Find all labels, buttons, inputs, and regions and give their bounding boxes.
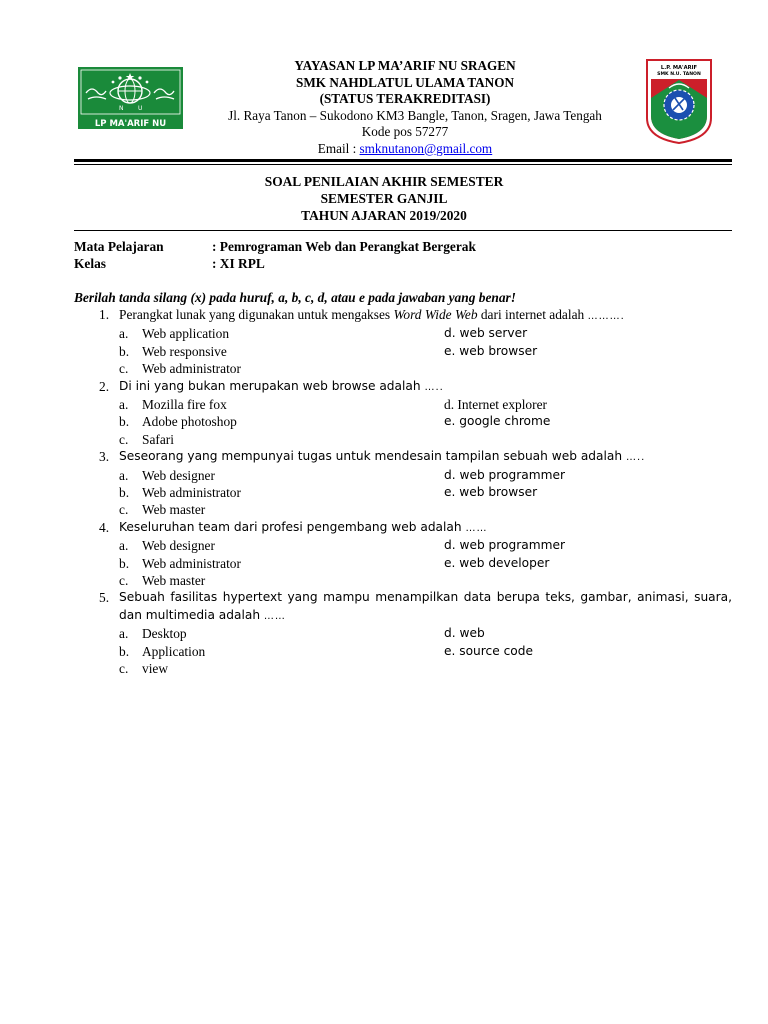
option-text[interactable]: Web administrator [142,484,241,500]
question-number: 3. [99,449,110,465]
answer-blank: ….. [625,452,646,464]
option-row [74,325,732,342]
subject-label: Mata Pelajaran [74,239,164,254]
option-row [74,396,732,413]
option-row [74,343,732,360]
accreditation-status: (STATUS TERAKREDITASI) [319,91,491,106]
option-text[interactable]: d. web programmer [444,467,565,482]
question-text-part: Sebuah fasilitas hypertext yang mampu menampilkan data berupa teks, gambar, animasi, suara, dan multimedia adalah [119,590,732,622]
exam-academic-year: TAHUN AJARAN 2019/2020 [301,207,467,223]
question-text-part: Keseluruhan team dari profesi pengembang web adalah [119,519,466,534]
option-text[interactable]: d. Internet explorer [444,396,547,412]
option-letter[interactable]: b. [119,484,130,500]
option-row [74,660,732,677]
option-text[interactable]: e. web browser [444,343,538,358]
question-number: 4. [99,519,110,535]
right-logo-line1: L.P. MA'ARIF [660,65,698,71]
answer-blank: ………. [587,311,625,322]
question-number: 1. [99,307,110,322]
postal-code: Kode pos 57277 [361,124,449,139]
option-letter[interactable]: b. [119,643,130,659]
option-text[interactable]: Web designer [142,538,215,554]
school-name: SMK NAHDLATUL ULAMA TANON [296,74,514,90]
exam-meta [74,238,476,272]
option-text[interactable]: e. google chrome [444,414,551,429]
option-text[interactable]: Safari [142,431,174,447]
email-link[interactable]: smknutanon@gmail.com [359,140,493,156]
option-letter[interactable]: c. [119,361,129,377]
title-divider [74,230,732,231]
option-row [74,555,732,572]
option-text[interactable]: e. web developer [444,555,550,570]
option-text[interactable]: Application [142,643,206,659]
answer-blank: …… [263,610,286,622]
svg-text:U: U [138,105,143,112]
option-text[interactable]: Web master [142,502,206,518]
question-text-part: Seseorang yang mempunyai tugas untuk mendesain tampilan sebuah web adalah [119,449,626,464]
question-text [119,519,732,537]
subject-row [74,238,476,255]
question-text-part: Di ini yang bukan merupakan web browse adalah [119,378,425,393]
option-text[interactable]: view [142,660,169,676]
option-text[interactable]: d. web [444,626,485,641]
option-row [74,360,732,377]
option-text[interactable]: Web responsive [142,343,227,359]
question-text [119,306,732,325]
option-row [74,413,732,430]
option-letter[interactable]: a. [119,396,129,412]
exam-title: SOAL PENILAIAN AKHIR SEMESTER [264,174,504,189]
class-value: : XI RPL [212,256,265,271]
answer-blank: …… [465,522,488,534]
option-row [74,501,732,518]
class-row [74,255,476,272]
question-number: 5. [99,590,110,606]
letterhead-text [185,58,625,157]
option-letter[interactable]: a. [119,326,129,342]
option-text[interactable]: Adobe photoshop [142,414,237,430]
option-letter[interactable]: a. [119,467,129,483]
email-line [185,141,625,158]
option-letter[interactable]: c. [119,502,129,518]
option-row [74,572,732,589]
option-letter[interactable]: b. [119,555,130,571]
question-text [119,448,732,466]
option-text[interactable]: Web application [142,326,230,342]
option-text[interactable]: e. source code [444,643,533,658]
option-letter[interactable]: b. [119,414,130,430]
option-letter[interactable]: b. [119,343,130,359]
option-row [74,625,732,642]
school-address: Jl. Raya Tanon – Sukodono KM3 Bangle, Tanon, Sragen, Jawa Tengah [228,107,602,123]
exam-title-block [0,174,768,224]
svg-text:N: N [119,105,124,112]
subject-value: : Pemrograman Web dan Perangkat Bergerak [212,239,476,254]
option-text[interactable]: Web master [142,572,206,588]
question-3 [74,448,732,466]
question-5 [74,589,732,625]
option-letter[interactable]: a. [119,626,129,642]
question-2 [74,378,732,396]
right-logo-line2: SMK N.U. TANON [657,72,701,77]
option-row [74,643,732,660]
question-1 [74,306,732,325]
question-4 [74,519,732,537]
letterhead [0,58,768,158]
header-divider-thin [74,164,732,165]
option-text[interactable]: d. web programmer [444,538,565,553]
option-letter[interactable]: c. [119,660,129,676]
option-text[interactable]: e. web browser [444,484,538,499]
option-row [74,467,732,484]
option-letter[interactable]: a. [119,538,129,554]
answer-blank: ….. [424,381,444,393]
option-row [74,431,732,448]
question-text [119,378,732,396]
question-text-part: dari internet adalah [477,307,588,322]
option-letter[interactable]: c. [119,572,129,588]
option-letter[interactable]: c. [119,431,129,447]
option-text[interactable]: Web designer [142,467,215,483]
question-text [119,589,732,625]
question-text-italic: Word Wide Web [393,307,478,322]
option-text[interactable]: Web administrator [142,361,241,377]
smk-shield-icon [645,58,713,144]
option-text[interactable]: Web administrator [142,555,241,571]
option-row [74,484,732,501]
option-text[interactable]: Mozilla fire fox [142,396,227,412]
smk-nu-tanon-logo [645,58,713,144]
question-text-part: Perangkat lunak yang digunakan untuk mengakses [119,307,394,322]
header-divider-thick [74,159,732,162]
foundation-name: YAYASAN LP MA’ARIF NU SRAGEN [294,58,516,73]
question-number: 2. [99,378,110,394]
email-label: Email : [317,140,360,156]
question-list [74,306,732,677]
option-text[interactable]: Desktop [142,626,187,642]
exam-semester: SEMESTER GANJIL [320,190,448,206]
instruction-text: Berilah tanda silang (x) pada huruf, a, b, c, d, atau e pada jawaban yang benar! [74,290,516,305]
option-row [74,537,732,554]
option-text[interactable]: d. web server [444,326,528,341]
class-label: Kelas [74,256,106,271]
left-logo-text: LP MA'ARIF NU [94,119,167,129]
